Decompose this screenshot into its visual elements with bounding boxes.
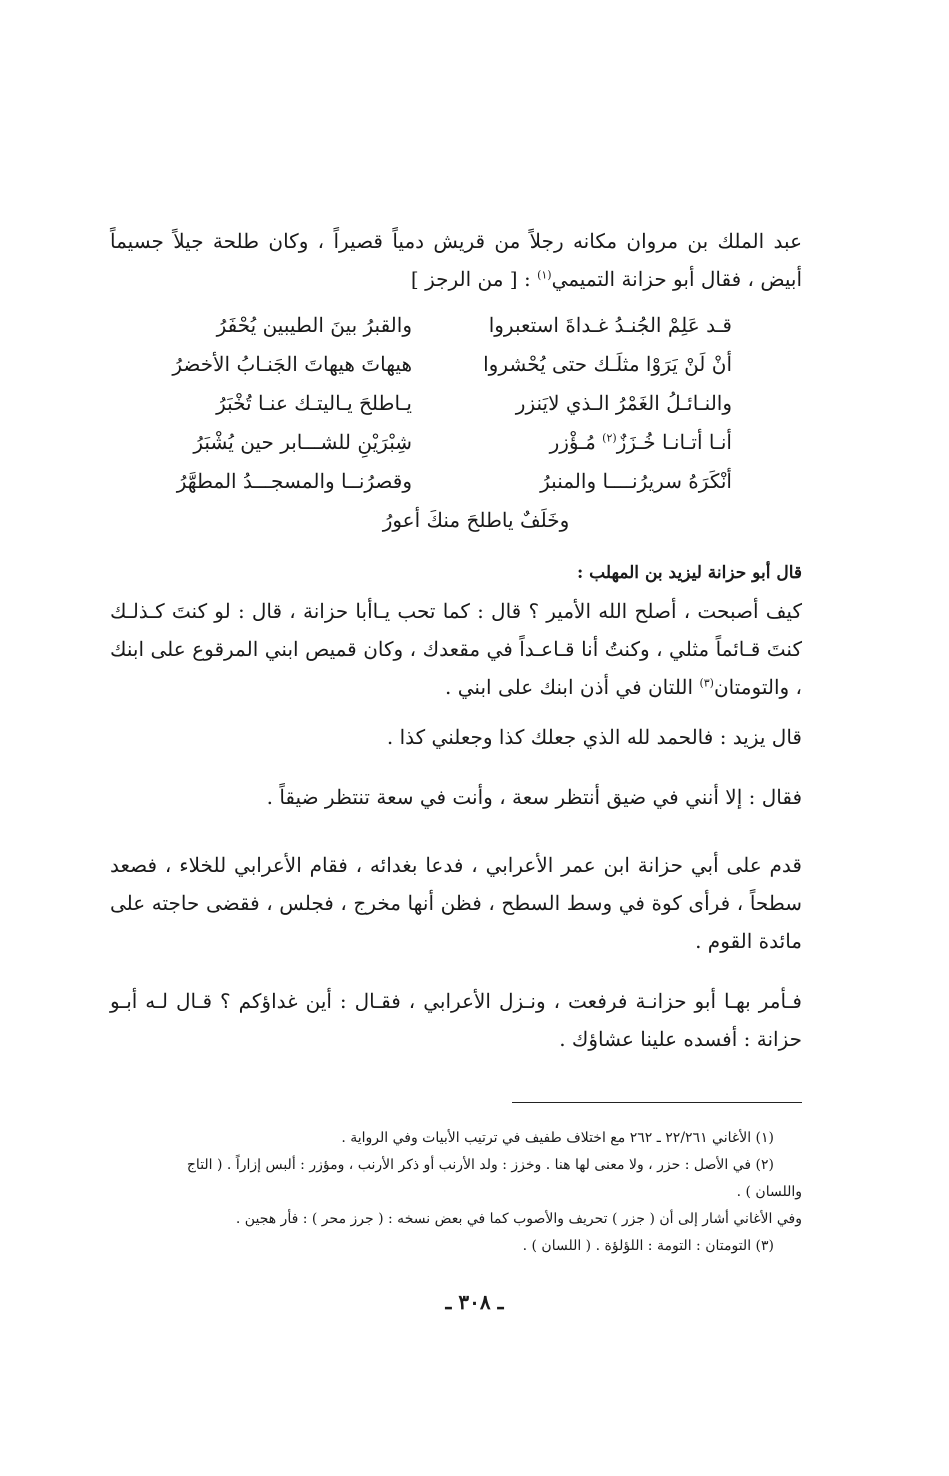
verse-hemistich-second: شِبْرَيْنِ للشـــابر حين يُشْبَرُ <box>193 430 412 454</box>
intro-paragraph <box>110 222 802 298</box>
verse-hemistich-first: والنـائـلُ الغَمْرُ الـذي لايَنزر <box>515 391 732 415</box>
verse-row <box>110 345 802 384</box>
paragraph-5: فـأمر بهـا أبو حزانـة فرفعت ، ونـزل الأعرابي ، فقـال : أين غداؤكم ؟ قـال لـه أبـو حزانة : أفسده علينا عشاؤك . <box>110 989 802 1051</box>
verse-hemistich-first: أنْكَرَهُ سريرُنــــا والمنبرُ <box>540 469 732 493</box>
verse-row <box>110 462 802 501</box>
intro-line-2: أبيض ، فقال أبو حزانة التميمي <box>551 267 802 291</box>
verse-hemistich-second: يـاطلحَ يـاليتـك عنـا تُخْبَرُ <box>216 391 412 415</box>
footnote-divider <box>512 1102 802 1103</box>
verse-hemistich-first <box>442 423 732 462</box>
verse-hemistich-second: والقبرُ بينَ الطيبين يُحْفَرُ <box>216 313 412 337</box>
verse-row <box>110 384 802 423</box>
footnote-1: (١) الأغاني ٢٢/٢٦١ ـ ٢٦٢ مع اختلاف طفيف في ترتيب الأبيات وفي الرواية . <box>341 1130 774 1146</box>
page-body <box>110 222 802 1260</box>
verse-hemistich-first: قـد عَلِمْ الجُنـدُ غـداةَ استعبروا <box>488 313 732 337</box>
page-number: ـ ٣٠٨ ـ <box>445 1290 504 1314</box>
footnote-2: (٢) في الأصل : حزر ، ولا معنى لها هنا . وخزز : ولد الأرنب أو ذكر الأرنب ، ومؤزر : ألبس إزاراً . ( التاج <box>186 1157 774 1173</box>
intro-line-1: عبد الملك بن مروان مكانه رجلاً من قريش دمياً قصيراً ، وكان طلحة جيلاً جسيماً <box>110 229 803 253</box>
footnote-ref-3[interactable]: (٣) <box>699 676 714 690</box>
footnote-ref-2[interactable]: (٢) <box>602 431 617 445</box>
paragraph-1-text: كيف أصبحت ، أصلح الله الأمير ؟ قال : كما تحب يـاأبا حزانة ، قال : لو كنتَ كـذلـك كنتَ قـائماً مثلي ، وكنتُ أنا قـاعـداً في مقعدك ، وكان قميص ابني المرقوع على ابنك ، والتومتان <box>110 599 802 699</box>
footnote-2-continued: واللسان ) . <box>736 1184 802 1200</box>
verse-text-tail: مُـؤْزر <box>549 430 603 454</box>
verse-text: أنـا أتـانـا خُـزَزٌ <box>616 430 732 454</box>
verse-hemistich-second: هيهاتَ هيهاتَ الجَنـابُ الأخضرُ <box>172 352 412 376</box>
footnotes <box>110 1125 802 1260</box>
verse-row <box>110 306 802 345</box>
paragraph-1 <box>110 592 802 706</box>
paragraph-4: قدم على أبي حزانة ابن عمر الأعرابي ، فدعا بغدائه ، فقام الأعرابي للخلاء ، فصعد سطحاً ، فرأى كوة في وسط السطح ، فظن أنها مخرج ، فجلس ، فقضى حاجته على مائدة القوم . <box>110 853 802 953</box>
verse-hemistich-first: أنْ لَنْ يَرَوْا مثلَـك حتى يُحْشروا <box>483 352 732 376</box>
poem <box>110 306 802 540</box>
verse-hemistich-second: وقصرُنــا والمسجـــدُ المطهَّرُ <box>176 469 412 493</box>
footnote-ref-1[interactable]: (١) <box>537 268 552 282</box>
footnote-2-note: وفي الأغاني أشار إلى أن ( جزر ) تحريف والأصوب كما في بعض نسخه : ( جرز محر ) : فأر هجين . <box>235 1211 802 1227</box>
paragraph-2: قال يزيد : فالحمد لله الذي جعلك كذا وجعلني كذا . <box>386 725 802 749</box>
paragraph-1-tail: اللتان في أذن ابنك على ابني . <box>445 675 700 699</box>
footnote-3: (٣) التومتان : التومة : اللؤلؤة . ( اللسان ) . <box>522 1238 774 1254</box>
paragraph-3: فقال : إلا أنني في ضيق أنتظر سعة ، وأنت في سعة تنتظر ضيقاً . <box>266 785 802 809</box>
intro-meter: : [ من الرجز ] <box>410 267 538 291</box>
verse-final: وخَلَفٌ ياطلحَ منكَ أعورُ <box>382 508 570 532</box>
section-heading: قال أبو حزانة ليزيد بن المهلب : <box>576 563 802 583</box>
verse-row <box>110 423 802 462</box>
